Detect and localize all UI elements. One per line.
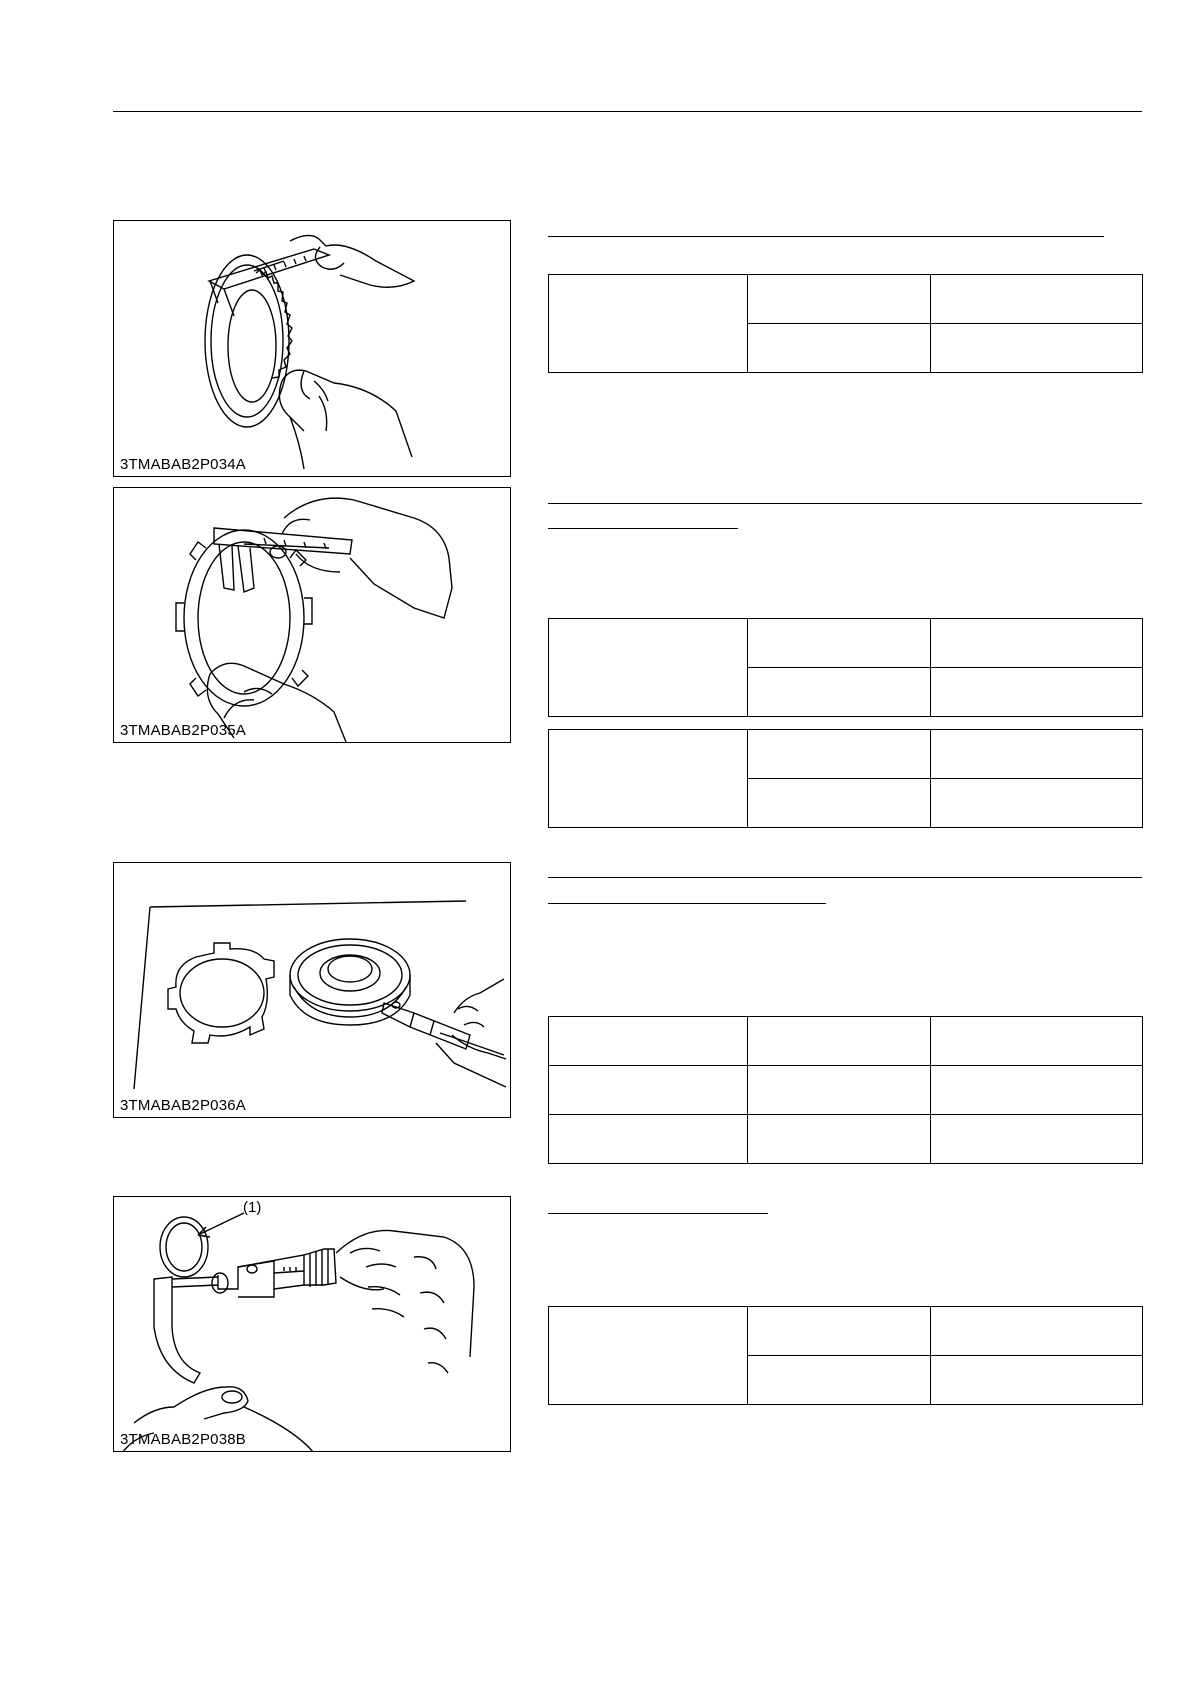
spec-table-4 [548, 1016, 1143, 1164]
spec-table-1 [548, 274, 1143, 373]
flatness-check-illustration [114, 863, 511, 1118]
steel-plate-illustration [114, 488, 511, 743]
figure-code: 3TMABAB2P034A [120, 456, 246, 473]
table-cell [549, 730, 748, 828]
table-cell [549, 1017, 748, 1066]
table-row [549, 619, 1143, 668]
header-rule [113, 111, 1142, 112]
heading-rule [548, 528, 738, 529]
table-row [549, 1307, 1143, 1356]
callout-label: (1) [243, 1199, 262, 1216]
heading-rule [548, 903, 826, 904]
heading-rule [548, 1213, 768, 1214]
table-cell [748, 1356, 931, 1405]
table-cell [549, 619, 748, 717]
figure-code: 3TMABAB2P035A [120, 722, 246, 739]
table-cell [931, 1307, 1143, 1356]
table-cell [931, 275, 1143, 324]
table-cell [549, 1115, 748, 1164]
table-cell [748, 668, 931, 717]
table-cell [931, 779, 1143, 828]
table-cell [748, 1017, 931, 1066]
friction-plate-illustration [114, 221, 511, 477]
figure-friction-plate [113, 220, 511, 477]
table-cell [931, 1356, 1143, 1405]
table-row [549, 1017, 1143, 1066]
table-cell [931, 1017, 1143, 1066]
table-cell [748, 1066, 931, 1115]
spec-table-3 [548, 729, 1143, 828]
table-row [549, 275, 1143, 324]
table-cell [748, 779, 931, 828]
table-cell [549, 275, 748, 373]
figure-ring-micrometer [113, 1196, 511, 1452]
table-row [549, 730, 1143, 779]
figure-flatness-check [113, 862, 511, 1118]
table-row [549, 1066, 1143, 1115]
table-cell [931, 619, 1143, 668]
table-cell [748, 275, 931, 324]
table-cell [748, 730, 931, 779]
heading-rule [548, 877, 1142, 878]
table-row [549, 1115, 1143, 1164]
table-cell [748, 619, 931, 668]
table-cell [748, 1307, 931, 1356]
table-cell [549, 1307, 748, 1405]
figure-steel-plate [113, 487, 511, 743]
spec-table-5 [548, 1306, 1143, 1405]
spec-table-2 [548, 618, 1143, 717]
figure-code: 3TMABAB2P036A [120, 1097, 246, 1114]
table-cell [549, 1066, 748, 1115]
table-cell [931, 668, 1143, 717]
ring-micrometer-illustration [114, 1197, 511, 1452]
table-cell [931, 1115, 1143, 1164]
figure-code: 3TMABAB2P038B [120, 1431, 246, 1448]
table-cell [931, 730, 1143, 779]
table-cell [748, 324, 931, 373]
table-cell [748, 1115, 931, 1164]
table-cell [931, 324, 1143, 373]
table-cell [931, 1066, 1143, 1115]
heading-rule [548, 503, 1142, 504]
heading-rule [548, 236, 1104, 237]
